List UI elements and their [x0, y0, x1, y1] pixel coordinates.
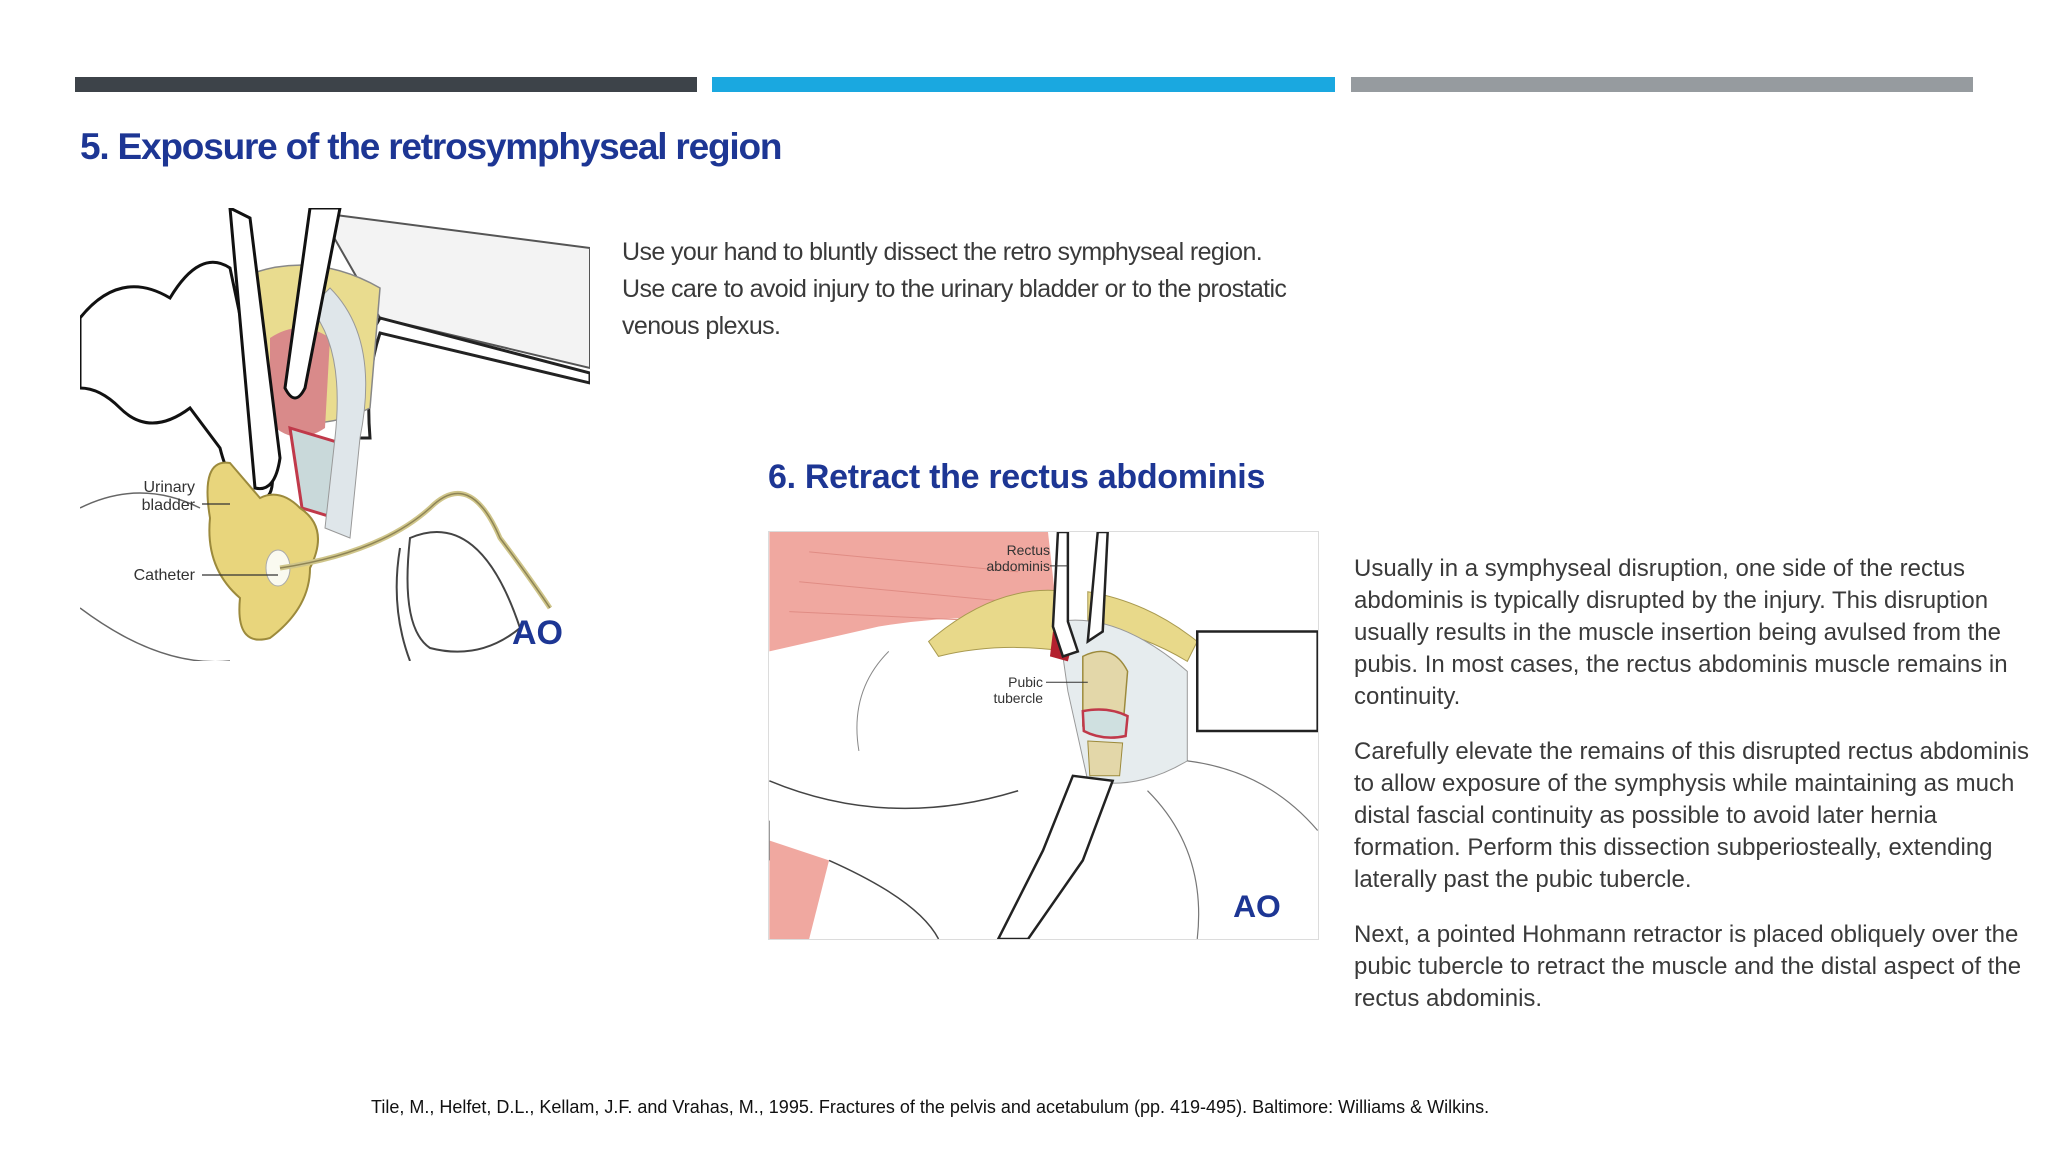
section-5-heading: 5. Exposure of the retrosymphyseal region: [80, 126, 782, 167]
accent-bar-dark: [75, 77, 697, 92]
accent-bar-gray: [1351, 77, 1973, 92]
label-catheter: Catheter: [133, 567, 195, 584]
section-6-paragraph-3: Next, a pointed Hohmann retractor is placed obliquely over the pubic tubercle to retract the muscle and the distal aspect of the rectus abdominis.: [1354, 921, 2022, 1012]
label-urinary: Urinary: [143, 479, 195, 496]
accent-bar-blue: [712, 77, 1335, 92]
section-5-line-2: Use care to avoid injury to the urinary bladder or to the prostatic: [622, 275, 1287, 303]
label-rectus: Rectus: [1006, 541, 1050, 558]
section-6-heading: 6. Retract the rectus abdominis: [768, 458, 1266, 496]
ao-logo: AO: [1233, 888, 1281, 925]
section-6-paragraph-2: Carefully elevate the remains of this disrupted rectus abdominis to allow exposure of the symphysis while maintaining as much distal fascial continuity as possible to avoid later hernia formation. Perform this dissection subperiosteally, extending laterally past the pubic tubercle.: [1354, 738, 2029, 893]
section-5-line-3: venous plexus.: [622, 312, 781, 340]
label-tubercle: tubercle: [993, 690, 1044, 707]
section-5-line-1: Use your hand to bluntly dissect the retro symphyseal region.: [622, 238, 1263, 266]
rectus-retraction-illustration: [768, 531, 1319, 940]
section-6-text: [1354, 553, 2044, 1038]
label-abdominis: abdominis: [986, 557, 1050, 574]
section-5-text: [622, 234, 1302, 345]
label-bladder: bladder: [141, 497, 195, 514]
ao-logo: AO: [512, 614, 563, 652]
section-6-paragraph-1: Usually in a symphyseal disruption, one side of the rectus abdominis is typically disrupted by the injury. This disruption usually results in the muscle insertion being avulsed from the pubis. In most cases, the rectus abdominis muscle remains in continuity.: [1354, 555, 2008, 710]
label-pubic: Pubic: [1008, 674, 1044, 691]
retrosymphyseal-illustration: [80, 208, 590, 661]
citation: Tile, M., Helfet, D.L., Kellam, J.F. and Vrahas, M., 1995. Fractures of the pelvis and acetabulum (pp. 419-495). Baltimore: Williams & Wilkins.: [371, 1097, 1490, 1117]
